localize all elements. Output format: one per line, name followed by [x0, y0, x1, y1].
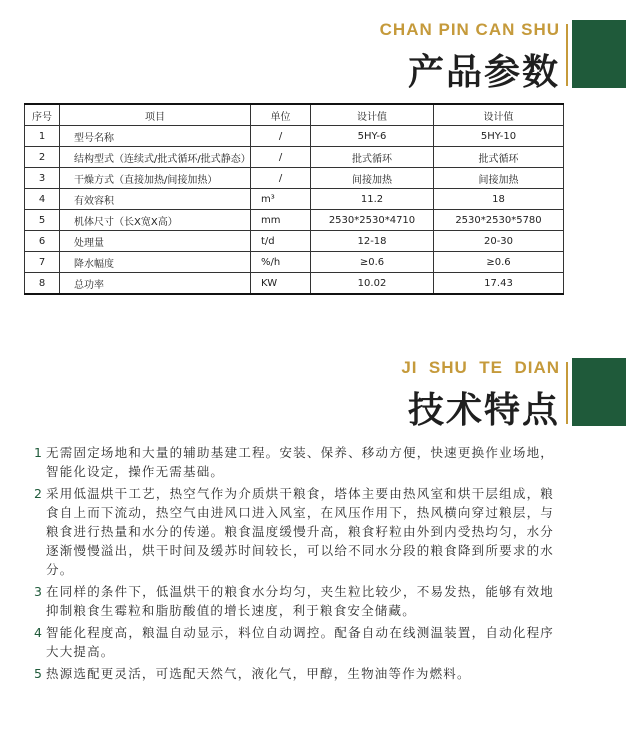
cell-value-1: 12-18 [311, 231, 434, 252]
table-row [25, 273, 564, 295]
list-item [34, 623, 554, 661]
cell-no: 6 [25, 231, 60, 252]
header-no: 序号 [25, 104, 60, 126]
section-title: 技术特点 [407, 390, 560, 431]
cell-value-2: 5HY-10 [434, 126, 564, 147]
cell-no: 4 [25, 189, 60, 210]
feature-text: 智能化程度高，粮温自动显示，料位自动调控。配备自动在线测温装置，自动化程序大大提高。 [46, 625, 554, 659]
cell-unit: t/d [251, 231, 311, 252]
cell-value-1: 11.2 [311, 189, 434, 210]
cell-value-2: 20-30 [434, 231, 564, 252]
cell-unit: / [251, 168, 311, 189]
cell-unit: / [251, 126, 311, 147]
table-row [25, 189, 564, 210]
list-item [34, 582, 554, 620]
cell-value-2: 批式循环 [434, 147, 564, 168]
cell-item: 降水幅度 [60, 252, 251, 273]
cell-no: 5 [25, 210, 60, 231]
feature-number: 5 [34, 666, 44, 681]
feature-text: 采用低温烘干工艺，热空气作为介质烘干粮食，塔体主要由热风室和烘干层组成，粮食自上而下流动，热空气由进风口进入风室，在风压作用下，热风横向穿过粮层，与粮食进行热量和水分的传递。粮食温度缓慢升高，粮食籽粒由外到内受热均匀，水分逐渐慢慢溢出，烘干时间及缓苏时间较长，可以给不同水分段的粮食降到所要求的水分。 [46, 486, 554, 577]
cell-unit: / [251, 147, 311, 168]
cell-value-2: 17.43 [434, 273, 564, 295]
cell-item: 机体尺寸（长X宽X高） [60, 210, 251, 231]
table-row [25, 168, 564, 189]
cell-value-2: 18 [434, 189, 564, 210]
table-row [25, 126, 564, 147]
cell-value-1: 10.02 [311, 273, 434, 295]
cell-value-1: ≥0.6 [311, 252, 434, 273]
cell-unit: %/h [251, 252, 311, 273]
header-design-value-1: 设计值 [311, 104, 434, 126]
list-item [34, 664, 554, 683]
cell-unit: mm [251, 210, 311, 231]
table-header-row [25, 104, 564, 126]
header-item: 项目 [60, 104, 251, 126]
section-pinyin: JI SHU TE DIAN [401, 358, 560, 377]
cell-item: 结构型式（连续式/批式循环/批式静态） [60, 147, 251, 168]
section-header-features [326, 358, 626, 431]
cell-item: 处理量 [60, 231, 251, 252]
cell-value-1: 间接加热 [311, 168, 434, 189]
cell-value-2: ≥0.6 [434, 252, 564, 273]
gold-divider [566, 362, 568, 424]
green-block [572, 20, 626, 88]
cell-unit: KW [251, 273, 311, 295]
feature-text: 无需固定场地和大量的辅助基建工程。安装、保养、移动方便，快速更换作业场地，智能化设定，操作无需基础。 [46, 445, 554, 479]
cell-item: 干燥方式（直接加热/间接加热） [60, 168, 251, 189]
feature-number: 3 [34, 584, 44, 599]
cell-item: 型号名称 [60, 126, 251, 147]
table-row [25, 231, 564, 252]
cell-value-2: 间接加热 [434, 168, 564, 189]
cell-value-2: 2530*2530*5780 [434, 210, 564, 231]
feature-number: 4 [34, 625, 44, 640]
table-row [25, 210, 564, 231]
params-table [24, 103, 564, 295]
list-item [34, 484, 554, 579]
header-design-value-2: 设计值 [434, 104, 564, 126]
cell-no: 7 [25, 252, 60, 273]
cell-no: 3 [25, 168, 60, 189]
cell-value-1: 2530*2530*4710 [311, 210, 434, 231]
feature-text: 在同样的条件下，低温烘干的粮食水分均匀，夹生粒比较少，不易发热，能够有效地抑制粮食生霉粒和脂肪酸值的增长速度，利于粮食安全储藏。 [46, 584, 554, 618]
cell-value-1: 批式循环 [311, 147, 434, 168]
cell-item: 总功率 [60, 273, 251, 295]
table-row [25, 147, 564, 168]
list-item [34, 443, 554, 481]
cell-item: 有效容积 [60, 189, 251, 210]
cell-no: 8 [25, 273, 60, 295]
cell-unit: m³ [251, 189, 311, 210]
feature-text: 热源选配更灵活，可选配天然气，液化气，甲醇，生物油等作为燃料。 [46, 666, 471, 681]
features-list [34, 443, 554, 686]
section-header-params [326, 20, 626, 93]
gold-divider [566, 24, 568, 86]
cell-no: 2 [25, 147, 60, 168]
section-title: 产品参数 [407, 52, 560, 93]
header-unit: 单位 [251, 104, 311, 126]
feature-number: 2 [34, 486, 44, 501]
cell-no: 1 [25, 126, 60, 147]
cell-value-1: 5HY-6 [311, 126, 434, 147]
feature-number: 1 [34, 445, 44, 460]
section-pinyin: CHAN PIN CAN SHU [379, 20, 560, 39]
table-row [25, 252, 564, 273]
green-block [572, 358, 626, 426]
